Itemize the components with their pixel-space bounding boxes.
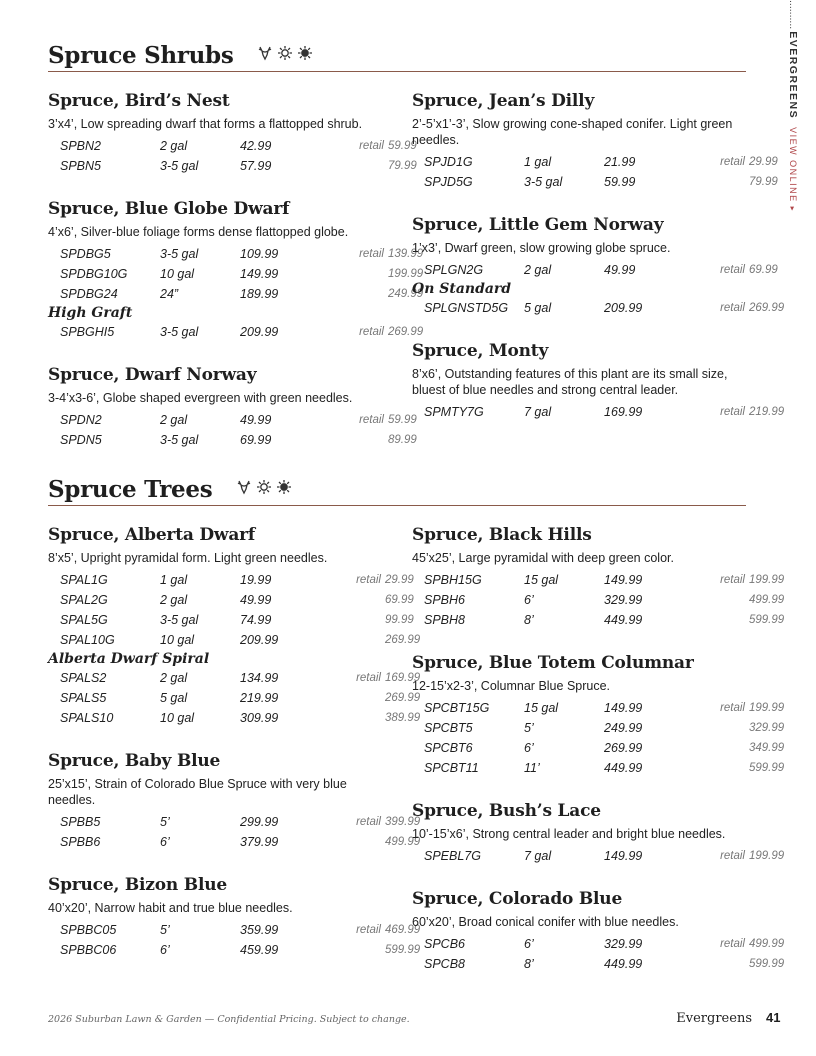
sku: SPBH15G	[424, 573, 482, 587]
growing-icons	[257, 45, 313, 61]
product-description: 25’x15’, Strain of Colorado Blue Spruce with very blue needles.	[48, 777, 347, 807]
product-birds-nest	[48, 90, 417, 176]
price-row	[48, 630, 421, 650]
price-row	[412, 954, 785, 974]
product-name: Spruce, Blue Totem Columnar	[412, 653, 694, 673]
deer-resistant-icon	[257, 45, 273, 61]
size: 7 gal	[524, 405, 552, 419]
retail-price: retail 219.99	[720, 406, 785, 418]
product-description: 8’x5’, Upright pyramidal form. Light green needles.	[48, 551, 328, 565]
price: 249.99	[604, 721, 643, 735]
price: 189.99	[240, 287, 279, 301]
size: 6’	[160, 835, 170, 849]
price-row	[412, 738, 785, 758]
trees-column-right	[412, 524, 785, 996]
size: 2 gal	[160, 593, 188, 607]
product-name: Spruce, Colorado Blue	[412, 889, 623, 909]
product-little-gem-norway	[412, 214, 785, 318]
sku: SPLGN2G	[424, 263, 484, 277]
size: 2 gal	[160, 671, 188, 685]
sku: SPALS5	[60, 691, 107, 705]
footer-category: Evergreens	[676, 1011, 752, 1026]
price: 449.99	[604, 613, 643, 627]
retail-price: 599.99	[385, 944, 421, 956]
product-description: 3-4’x3-6’, Globe shaped evergreen with green needles.	[48, 391, 353, 405]
size: 11’	[524, 761, 540, 775]
size: 5’	[160, 923, 170, 937]
retail-price: 79.99	[388, 160, 417, 172]
product-name: Spruce, Monty	[412, 341, 549, 361]
price-row	[48, 284, 424, 304]
sku: SPBBC05	[60, 923, 117, 937]
product-description: 10’-15’x6’, Strong central leader and bright blue needles.	[412, 827, 726, 841]
price-row	[48, 244, 424, 264]
sku: SPAL5G	[60, 613, 108, 627]
shrubs-column-right	[412, 90, 785, 444]
price-row	[48, 156, 417, 176]
retail-price: retail 59.99	[359, 140, 417, 152]
variety-subheading: Alberta Dwarf Spiral	[48, 651, 210, 667]
price-row	[412, 698, 785, 718]
price-row	[48, 832, 421, 852]
retail-price: retail 499.99	[720, 938, 785, 950]
price-row	[48, 940, 421, 960]
price-row	[412, 570, 785, 590]
size: 6’	[524, 741, 534, 755]
sku: SPAL1G	[60, 573, 108, 587]
sku: SPBGHI5	[60, 325, 115, 339]
retail-price: 89.99	[388, 434, 417, 446]
sku: SPBH6	[424, 593, 465, 607]
price: 49.99	[240, 413, 272, 427]
price-row	[48, 688, 421, 708]
product-colorado-blue	[412, 888, 785, 974]
product-description: 45’x25’, Large pyramidal with deep green color.	[412, 551, 674, 565]
retail-price: retail 29.99	[356, 574, 414, 586]
size: 6’	[524, 593, 534, 607]
sku: SPBN2	[60, 139, 101, 153]
size: 1 gal	[160, 573, 188, 587]
sku: SPDBG24	[60, 287, 118, 301]
price: 49.99	[240, 593, 272, 607]
price: 209.99	[240, 633, 279, 647]
product-name: Spruce, Jean’s Dilly	[412, 91, 595, 111]
growing-icons	[236, 479, 292, 495]
product-name: Spruce, Blue Globe Dwarf	[48, 199, 290, 219]
size: 1 gal	[524, 155, 552, 169]
price: 459.99	[240, 943, 279, 957]
retail-price: retail 199.99	[720, 850, 785, 862]
product-description: 3’x4’, Low spreading dwarf that forms a flattopped shrub.	[48, 117, 363, 131]
sku: SPMTY7G	[424, 405, 484, 419]
price-row	[412, 172, 778, 192]
section-title-text: Spruce Shrubs	[48, 42, 234, 69]
size: 8’	[524, 613, 534, 627]
price: 269.99	[604, 741, 643, 755]
price-row	[48, 264, 424, 284]
price: 21.99	[604, 155, 636, 169]
price-row	[412, 298, 785, 318]
sun-icon	[277, 45, 293, 61]
section-title-shrubs	[48, 42, 746, 72]
sku: SPCBT6	[424, 741, 473, 755]
sku: SPDN5	[60, 433, 102, 447]
sku: SPBBC06	[60, 943, 117, 957]
retail-price: 69.99	[385, 594, 414, 606]
product-name: Spruce, Baby Blue	[48, 751, 221, 771]
product-name: Spruce, Bizon Blue	[48, 875, 227, 895]
sku: SPCBT11	[424, 761, 479, 775]
price-row	[412, 260, 778, 280]
product-bushs-lace	[412, 800, 785, 866]
product-alberta-dwarf	[48, 524, 421, 728]
size: 3-5 gal	[160, 613, 199, 627]
price: 169.99	[604, 405, 643, 419]
size: 5’	[524, 721, 534, 735]
price-row	[48, 590, 414, 610]
price: 449.99	[604, 761, 643, 775]
price: 359.99	[240, 923, 279, 937]
price-row	[412, 402, 785, 422]
product-jeans-dilly	[412, 90, 778, 192]
product-dwarf-norway	[48, 364, 417, 450]
retail-price: retail 199.99	[720, 574, 785, 586]
sun-icon	[256, 479, 272, 495]
price-row	[48, 610, 414, 630]
retail-price: retail 169.99	[356, 672, 421, 684]
trees-column-left	[48, 524, 421, 982]
side-tab-dots: ..........	[787, 0, 799, 30]
page-number: 41	[766, 1010, 781, 1025]
size: 6’	[524, 937, 534, 951]
product-description: 40’x20’, Narrow habit and true blue needles.	[48, 901, 293, 915]
price-row	[48, 920, 421, 940]
retail-price: retail 59.99	[359, 414, 417, 426]
price: 49.99	[604, 263, 636, 277]
sku: SPDBG5	[60, 247, 111, 261]
sku: SPAL2G	[60, 593, 108, 607]
sku: SPBB6	[60, 835, 101, 849]
product-description: 4’x6’, Silver-blue foliage forms dense flattopped globe.	[48, 225, 349, 239]
product-bizon-blue	[48, 874, 421, 960]
size: 3-5 gal	[160, 433, 199, 447]
retail-price: 389.99	[385, 712, 421, 724]
retail-price: 599.99	[749, 958, 785, 970]
variety-subheading: High Graft	[48, 305, 133, 321]
size: 10 gal	[160, 267, 195, 281]
retail-price: retail 29.99	[720, 156, 778, 168]
sku: SPDBG10G	[60, 267, 128, 281]
product-name: Spruce, Bird’s Nest	[48, 91, 230, 111]
retail-price: 329.99	[749, 722, 785, 734]
sku: SPJD1G	[424, 155, 473, 169]
retail-price: retail 269.99	[720, 302, 785, 314]
size: 7 gal	[524, 849, 552, 863]
retail-price: retail 399.99	[356, 816, 421, 828]
product-blue-globe-dwarf	[48, 198, 424, 342]
price: 209.99	[240, 325, 279, 339]
price-row	[48, 708, 421, 728]
retail-price: 269.99	[385, 692, 421, 704]
size: 10 gal	[160, 711, 195, 725]
price: 57.99	[240, 159, 272, 173]
price: 74.99	[240, 613, 272, 627]
size: 2 gal	[160, 413, 188, 427]
price-row	[412, 152, 778, 172]
side-tab	[786, 0, 802, 230]
price: 149.99	[604, 701, 643, 715]
price: 329.99	[604, 593, 643, 607]
sku: SPCBT15G	[424, 701, 490, 715]
retail-price: 499.99	[385, 836, 421, 848]
price: 149.99	[240, 267, 279, 281]
price: 209.99	[604, 301, 643, 315]
price-row	[48, 668, 421, 688]
arrow-right-icon: ▸	[788, 206, 797, 213]
size: 3-5 gal	[160, 325, 199, 339]
size: 5’	[160, 815, 170, 829]
size: 3-5 gal	[160, 247, 199, 261]
price-row	[412, 718, 785, 738]
retail-price: 249.99	[388, 288, 424, 300]
price-row	[412, 846, 785, 866]
price-row	[48, 136, 417, 156]
retail-price: 79.99	[749, 176, 778, 188]
retail-price: retail 139.99	[359, 248, 424, 260]
sku: SPBB5	[60, 815, 101, 829]
size: 24”	[160, 287, 179, 301]
price-row	[412, 934, 785, 954]
side-tab-category: EVERGREENS	[787, 31, 799, 120]
size: 6’	[160, 943, 170, 957]
sku: SPBH8	[424, 613, 465, 627]
size: 10 gal	[160, 633, 195, 647]
section-title-text: Spruce Trees	[48, 476, 213, 503]
retail-price: 599.99	[749, 614, 785, 626]
price: 149.99	[604, 849, 643, 863]
sku: SPBN5	[60, 159, 101, 173]
size: 2 gal	[524, 263, 552, 277]
retail-price: retail 69.99	[720, 264, 778, 276]
price: 149.99	[604, 573, 643, 587]
size: 3-5 gal	[160, 159, 199, 173]
price: 69.99	[240, 433, 272, 447]
footer-note: 2026 Suburban Lawn & Garden — Confidential Pricing. Subject to change.	[48, 1014, 410, 1025]
retail-price: 99.99	[385, 614, 414, 626]
section-title-trees	[48, 476, 746, 506]
size: 5 gal	[524, 301, 552, 315]
size: 2 gal	[160, 139, 188, 153]
sku: SPCBT5	[424, 721, 473, 735]
price-row	[48, 570, 414, 590]
price: 19.99	[240, 573, 272, 587]
price: 299.99	[240, 815, 279, 829]
price-row	[412, 590, 785, 610]
price-row	[48, 812, 421, 832]
sku: SPCB8	[424, 957, 465, 971]
product-description: 2’-5’x1’-3’, Slow growing cone-shaped conifer. Light green needles.	[412, 117, 733, 147]
price: 134.99	[240, 671, 279, 685]
price: 379.99	[240, 835, 279, 849]
retail-price: retail 469.99	[356, 924, 421, 936]
price-row	[48, 410, 417, 430]
price: 219.99	[240, 691, 279, 705]
deer-resistant-icon	[236, 479, 252, 495]
size: 3-5 gal	[524, 175, 563, 189]
product-description: 8’x6’, Outstanding features of this plant are its small size, bluest of blue needles and strong central leader.	[412, 367, 728, 397]
retail-price: retail 269.99	[359, 326, 424, 338]
product-blue-totem-columnar	[412, 652, 785, 778]
sku: SPLGNSTD5G	[424, 301, 509, 315]
product-name: Spruce, Black Hills	[412, 525, 592, 545]
price: 329.99	[604, 937, 643, 951]
sku: SPAL10G	[60, 633, 115, 647]
shrubs-column-left	[48, 90, 424, 472]
retail-price: 499.99	[749, 594, 785, 606]
price: 109.99	[240, 247, 279, 261]
price: 309.99	[240, 711, 279, 725]
product-name: Spruce, Bush’s Lace	[412, 801, 601, 821]
view-online-link[interactable]: VIEW ONLINE	[788, 127, 798, 203]
sku: SPDN2	[60, 413, 102, 427]
size: 15 gal	[524, 573, 559, 587]
price: 449.99	[604, 957, 643, 971]
variety-subheading: On Standard	[412, 281, 512, 297]
sku: SPJD5G	[424, 175, 473, 189]
price-row	[48, 430, 417, 450]
sku: SPALS2	[60, 671, 107, 685]
product-monty	[412, 340, 785, 422]
product-baby-blue	[48, 750, 421, 852]
price-row	[412, 610, 785, 630]
part-shade-icon	[276, 479, 292, 495]
sku: SPEBL7G	[424, 849, 481, 863]
price-row	[48, 322, 424, 342]
price: 59.99	[604, 175, 636, 189]
sku: SPCB6	[424, 937, 465, 951]
retail-price: retail 199.99	[720, 702, 785, 714]
product-description: 1’x3’, Dwarf green, slow growing globe spruce.	[412, 241, 671, 255]
retail-price: 269.99	[385, 634, 421, 646]
product-name: Spruce, Alberta Dwarf	[48, 525, 256, 545]
retail-price: 199.99	[388, 268, 424, 280]
product-name: Spruce, Dwarf Norway	[48, 365, 257, 385]
product-description: 12-15’x2-3’, Columnar Blue Spruce.	[412, 679, 611, 693]
price-row	[412, 758, 785, 778]
size: 15 gal	[524, 701, 559, 715]
retail-price: 599.99	[749, 762, 785, 774]
product-name: Spruce, Little Gem Norway	[412, 215, 664, 235]
sku: SPALS10	[60, 711, 114, 725]
part-shade-icon	[297, 45, 313, 61]
retail-price: 349.99	[749, 742, 785, 754]
product-description: 60’x20’, Broad conical conifer with blue needles.	[412, 915, 679, 929]
size: 5 gal	[160, 691, 188, 705]
size: 8’	[524, 957, 534, 971]
product-black-hills	[412, 524, 785, 630]
price: 42.99	[240, 139, 272, 153]
